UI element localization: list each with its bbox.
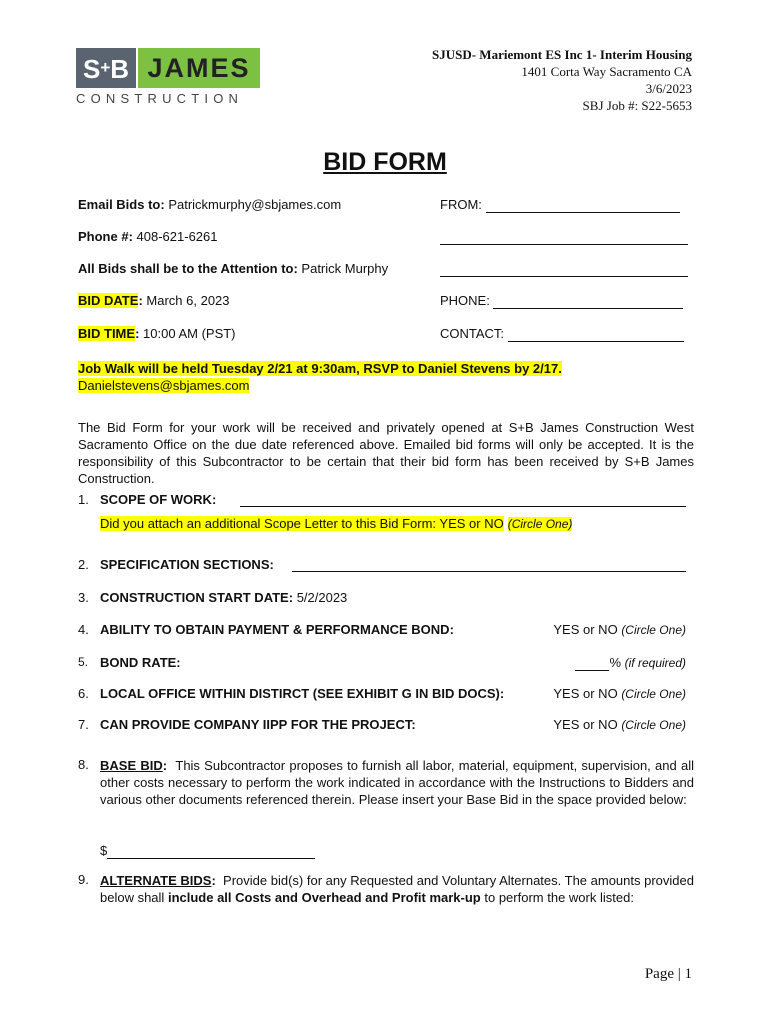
scope-blank[interactable] [240,493,686,507]
bond-ability-circle-one: (Circle One) [621,623,686,637]
base-bid-amount[interactable] [100,843,315,859]
from-field[interactable] [440,197,680,213]
phone-field-label: PHONE: [440,293,490,308]
base-bid-label: BASE BID [100,758,163,773]
spec-sections-label: SPECIFICATION SECTIONS: [100,557,274,572]
bond-rate-label: BOND RATE: [100,655,181,670]
item-number-7: 7. [78,717,89,732]
local-office-answer[interactable] [553,686,686,701]
attention-value: Patrick Murphy [301,261,389,276]
job-walk-email[interactable]: Danielstevens@sbjames.com [78,378,250,393]
item-number-2: 2. [78,557,89,572]
alternate-bids-text-c: to perform the work listed: [484,890,634,905]
start-date-row [100,590,347,605]
phone-blank[interactable] [493,293,683,309]
contact-field[interactable] [440,326,684,342]
bond-rate-if-required: (if required) [624,656,686,670]
bid-date-label: BID DATE [78,293,139,308]
bid-date-row: BID DATE: March 6, 2023 [78,293,230,308]
bond-ability-label: ABILITY TO OBTAIN PAYMENT & PERFORMANCE BOND: [100,622,454,637]
bid-time-value: 10:00 AM (PST) [143,326,236,341]
blank-line-2[interactable] [440,261,688,277]
contact-blank[interactable] [508,326,684,342]
scope-label: SCOPE OF WORK: [100,492,217,507]
bond-ability-answer[interactable] [553,622,686,637]
blank-line-2-underline[interactable] [440,261,688,277]
company-logo [76,46,262,108]
iipp-label: CAN PROVIDE COMPANY IIPP FOR THE PROJECT: [100,717,416,732]
item-number-1: 1. [78,492,89,507]
logo-james-block: JAMES [138,48,260,88]
logo-sb-block: S+B [76,48,136,88]
project-header [432,46,692,114]
phone-row [78,229,218,244]
job-walk-text: Job Walk will be held Tuesday 2/21 at 9:30am, RSVP to Daniel Stevens by 2/17. [78,361,562,376]
start-date-label: CONSTRUCTION START DATE: [100,590,294,605]
iipp-answer[interactable] [553,717,686,732]
job-walk-notice [78,360,562,394]
bid-date-value: March 6, 2023 [146,293,230,308]
phone-field[interactable] [440,293,683,309]
scope-letter-question [100,516,572,531]
contact-field-label: CONTACT: [440,326,505,341]
iipp-yes-no[interactable]: YES or NO [553,717,618,732]
spec-sections-blank[interactable] [292,558,686,572]
base-bid-dollar: $ [100,843,108,858]
item-number-3: 3. [78,590,89,605]
from-label: FROM: [440,197,482,212]
bid-time-label: BID TIME [78,326,136,341]
email-row [78,197,341,212]
item-number-8: 8. [78,757,89,772]
local-office-yes-no[interactable]: YES or NO [553,686,618,701]
blank-line-1-underline[interactable] [440,229,688,245]
project-date: 3/6/2023 [645,81,692,96]
logo-construction-text: CONSTRUCTION [76,91,244,106]
bond-rate-blank[interactable] [575,655,609,671]
iipp-circle-one: (Circle One) [621,718,686,732]
project-job-number: SBJ Job #: S22-5653 [582,98,692,113]
alternate-bids-text-b: include all Costs and Overhead and Profit mark-up [167,890,481,905]
alternate-bids-label: ALTERNATE BIDS [100,873,212,888]
attention-label: All Bids shall be to the Attention to: [78,261,298,276]
project-name: SJUSD- Mariemont ES Inc 1- Interim Housing [431,47,692,62]
email-value: Patrickmurphy@sbjames.com [168,197,342,212]
project-address: 1401 Corta Way Sacramento CA [521,64,692,79]
local-office-label: LOCAL OFFICE WITHIN DISTIRCT (SEE EXHIBIT G IN BID DOCS): [100,686,505,701]
bond-ability-yes-no[interactable]: YES or NO [553,622,618,637]
alternate-bids-text-a: Provide bid(s) for any Requested and Voluntary Alternates. The amounts provided below shall [100,873,694,905]
page-title: BID FORM [323,148,447,176]
email-label: Email Bids to: [78,197,165,212]
from-blank[interactable] [486,197,680,213]
item-number-5: 5. [78,655,89,669]
scope-circle-one: (Circle One) [507,517,573,531]
item-number-6: 6. [78,686,89,701]
bond-rate-percent: % [609,655,622,670]
base-bid-text: This Subcontractor proposes to furnish all labor, material, equipment, supervision, and all other costs necessary to perform the work indicated in accordance with the Instructions to Bidders and various other documents referenced therein. Please insert your Base Bid in the space provided below: [100,758,694,807]
item-number-9: 9. [78,872,89,887]
bid-time-row: BID TIME: 10:00 AM (PST) [78,326,236,341]
scope-letter-text: Did you attach an additional Scope Letter to this Bid Form: YES or NO [100,516,504,531]
page-number: Page | 1 [644,966,692,982]
base-bid-paragraph: BASE BID: This Subcontractor proposes to furnish all labor, material, equipment, supervision, and all other costs necessary to perform the work indicated in accordance with the Instructions to Bidders and various other documents referenced therein. Please insert your Base Bid in the space provided below: [100,758,694,807]
intro-paragraph: The Bid Form for your work will be received and privately opened at S+B James Construction West Sacramento Office on the due date referenced above. Emailed bid forms will only be accepted. It is the responsibility of this Subcontractor to be certain that their bid form has been received by S+B James Construction. [78,420,694,486]
phone-label: Phone #: [78,229,133,244]
alternate-bids-paragraph: ALTERNATE BIDS: Provide bid(s) for any Requested and Voluntary Alternates. The amounts provided below shall include all Costs and Overhead and Profit mark-up to perform the work listed: [100,873,694,905]
local-office-circle-one: (Circle One) [621,687,686,701]
item-number-4: 4. [78,622,89,637]
bond-rate-answer[interactable] [575,655,686,671]
attention-row [78,261,388,276]
start-date-value: 5/2/2023 [296,590,348,605]
phone-value: 408-621-6261 [136,229,218,244]
base-bid-blank[interactable] [107,843,315,859]
blank-line-1[interactable] [440,229,688,245]
